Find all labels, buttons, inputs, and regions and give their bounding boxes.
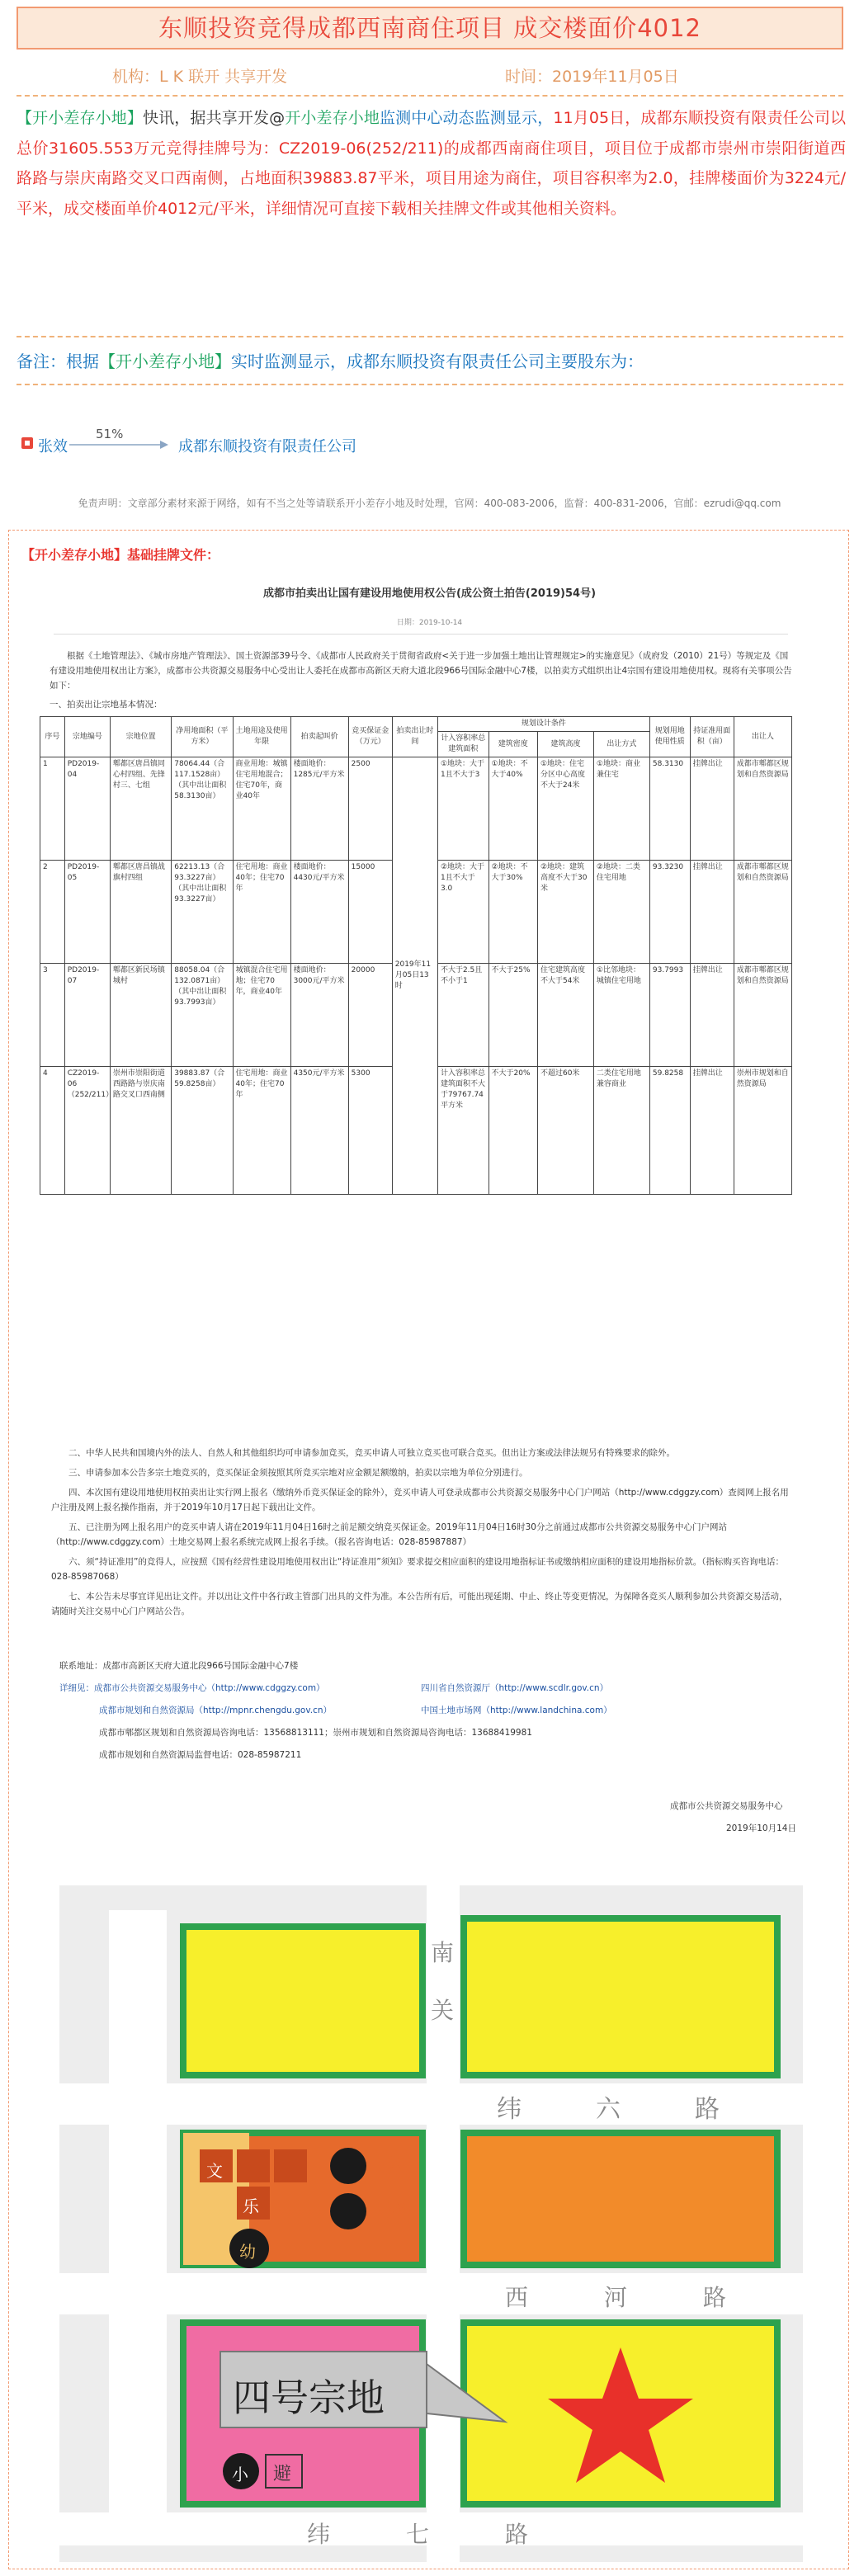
article-time: 时间：2019年11月05日	[505, 68, 679, 86]
road-label: 关	[431, 1997, 455, 2024]
lead-body: 11月05日，成都东顺投资有限责任公司以总价31605.553万元竞得挂牌号为：CZ2019-06(252/211)的成都西南商住项目，项目位于成都市崇州市崇阳街道西路路与崇庆南路交叉口西南侧，占地面积39883.87平米，项目用途为商住，项目容积率为2.0，挂牌楼面价为3224元/平米，成交楼面单价4012元/平米，详细情况可直接下载相关挂牌文件或其他相关资料。	[17, 109, 846, 218]
note-prefix: 备注：根据	[17, 351, 99, 371]
table-header: 规划设计条件	[437, 717, 649, 732]
section-heading: 一、拍卖出让宗地基本情况：	[50, 700, 163, 710]
divider	[17, 384, 843, 385]
table-cell: 挂牌出让	[690, 964, 734, 1067]
lead-source: 【开小差存小地】	[17, 109, 144, 127]
table-subheader: 建筑密度	[488, 732, 537, 757]
lead-intro: 快讯，据共享开发@	[143, 109, 286, 127]
table-cell: 住宅用地：商业40年；住宅70年	[233, 1067, 290, 1195]
shelter-icon: 避	[386, 2200, 406, 2223]
table-cell: 二类住宅用地兼容商业	[593, 1067, 649, 1195]
article-title-bar	[17, 7, 843, 50]
table-cell: 住宅建筑高度不大于54米	[537, 964, 593, 1067]
table-cell: 1	[40, 757, 65, 861]
table-cell: 不大于25%	[488, 964, 537, 1067]
divider	[17, 336, 843, 337]
table-cell: 楼面地价：3000元/平方米	[290, 964, 348, 1067]
contact-phones: 成都市郫都区规划和自然资源局咨询电话：13568813111；崇州市规划和自然资源局咨询电话：13688419981	[99, 1728, 532, 1738]
link-cdggzy[interactable]: 详细见：成都市公共资源交易服务中心（http://www.cdggzy.com）	[59, 1683, 325, 1693]
table-cell: 2500	[348, 757, 392, 861]
road-label: 河	[604, 2284, 628, 2311]
table-cell: 不大于20%	[488, 1067, 537, 1195]
table-subheader: 计入容积率总建筑面积	[437, 732, 488, 757]
table-cell: CZ2019-06（252/211）	[64, 1067, 110, 1195]
table-cell: ②地块：建筑高度不大于30米	[537, 861, 593, 964]
notice-item: 七、本公告未尽事宜详见出让文件。并以出让文件中各行政主管部门出具的文件为准。本公告所有后，可能出现延期、中止、终止等变更情况，为保障各竞买人顺利参加公共资源交易活动，请随时关注交易中心门户网站公告。	[51, 1592, 788, 1616]
table-cell: 15000	[348, 861, 392, 964]
table-cell: 挂牌出让	[690, 1067, 734, 1195]
table-cell: 93.3230	[649, 861, 690, 964]
table-header: 拍卖出让时间	[392, 717, 437, 757]
table-cell: ①地块：大于1且不大于3	[437, 757, 488, 861]
table-cell: 93.7993	[649, 964, 690, 1067]
table-header: 宗地位置	[110, 717, 171, 757]
notice-date: 日期：2019-10-14	[396, 619, 463, 627]
table-cell: 不超过60米	[537, 1067, 593, 1195]
disclaimer: 免责声明：文章部分素材来源于网络，如有不当之处等请联系开小差存小地及时处理，官网：400-083-2006，监督：400-831-2006，官邮：ezrudi@qq.com	[78, 498, 781, 509]
table-cell: 2019年11月05日13时	[392, 757, 437, 1195]
contact-address: 联系地址：成都市高新区天府大道北段966号国际金融中心7楼	[59, 1661, 299, 1671]
lead-monitor: 监测中心动态监测显示，	[380, 109, 554, 127]
road-label: 纬	[497, 2095, 522, 2124]
table-header: 宗地编号	[64, 717, 110, 757]
note-suffix: 实时监测显示，成都东顺投资有限责任公司主要股东为：	[231, 351, 644, 371]
note-paragraph	[17, 348, 846, 372]
notice-item: 五、已注册为网上报名用户的竞买申请人请在2019年11月04日16时之前足额交纳竞买保证金。2019年11月04日16时30分之前通过成都市公共资源交易服务中心门户网站（http://www.cdggzy.com）土地交易网上报名系统完成网上报名手续。（报名咨询电话：028-85987887）	[51, 1522, 727, 1547]
table-header: 出让人	[734, 717, 791, 757]
road-label: 南	[431, 1939, 455, 1966]
road-label: 西	[505, 2284, 529, 2311]
table-cell: 成都市郫都区规划和自然资源局	[734, 757, 791, 861]
table-cell: ①地块：住宅分区中心高度不大于24米	[537, 757, 593, 861]
table-header: 规划用地使用性质	[649, 717, 690, 757]
table-header: 持证准用面积（亩）	[690, 717, 734, 757]
table-header: 拍卖起叫价	[290, 717, 348, 757]
table-header: 竞买保证金（万元）	[348, 717, 392, 757]
table-subheader: 建筑高度	[537, 732, 593, 757]
table-cell: 2	[40, 861, 65, 964]
table-cell: PD2019-05	[64, 861, 110, 964]
table-cell: 62213.13（合93.3227亩）（其中出让面积93.3227亩）	[172, 861, 233, 964]
table-cell: 88058.04（合132.0871亩）（其中出让面积93.7993亩）	[172, 964, 233, 1067]
site-map	[59, 1885, 803, 2562]
table-subheader: 出让方式	[593, 732, 649, 757]
table-cell: 78064.44（合117.1528亩）（其中出让面积58.3130亩）	[172, 757, 233, 861]
shareholder-diagram	[21, 429, 434, 459]
table-cell: 郫都区唐昌镇战旗村四组	[110, 861, 171, 964]
notice-intro: 根据《土地管理法》、《城市房地产管理法》、国土资源部39号令、《成都市人民政府关于贯彻省政府<关于进一步加强土地出让管理规定>的实施意见》（成府发（2010）21号）等规定及《国有建设用地使用权出让方案》，成都市公共资源交易服务中心受出让人委托在成都市高新区天府大道北段966号国际金融中心7楼，以拍卖方式组织出让4宗国有建设用地使用权。现将有关事项公告如下：	[50, 651, 792, 691]
table-cell: 成都市郫都区规划和自然资源局	[734, 861, 791, 964]
notice-item: 二、中华人民共和国境内外的法人、自然人和其他组织均可申请参加竞买，竞买申请人可独立竞买也可联合竞买。但出让方案或法律法规另有特殊要求的除外。	[68, 1448, 675, 1458]
article-title: 东顺投资竞得成都西南商住项目 成交楼面价4012	[158, 14, 702, 42]
note-brand: 【开小差存小地】	[99, 351, 231, 371]
notice-item: 六、须“持证准用”的竞得人，应按照《国有经营性建设用地使用权出让“持证准用”须知》要求提交相应面积的建设用地指标证书或缴纳相应面积的建设用地指标价款。（指标购买咨询电话：028-85987068）	[51, 1557, 785, 1582]
table-cell: 成都市郫都区规划和自然资源局	[734, 964, 791, 1067]
divider	[17, 95, 843, 97]
school-icon: 文	[206, 2161, 223, 2181]
company-name[interactable]: 成都东顺投资有限责任公司	[178, 438, 356, 455]
sign-date: 2019年10月14日	[726, 1823, 796, 1833]
table-cell: 郫都区唐昌镇同心村四组、先锋村三、七组	[110, 757, 171, 861]
leisure-icon: 乐	[243, 2196, 259, 2216]
table-cell: PD2019-04	[64, 757, 110, 861]
link-scdlr[interactable]: 四川省自然资源厅（http://www.scdlr.gov.cn）	[421, 1683, 609, 1693]
share-percent: 51%	[96, 427, 124, 441]
notice-item: 四、本次国有建设用地使用权拍卖出让实行网上报名（缴纳外币竞买保证金的除外），竞买申请人可登录成都市公共资源交易服务中心门户网站（http://www.cdggzy.com）查阅网上报名用户注册及网上报名操作指南，并于2019年10月17日起下载出让文件。	[51, 1488, 789, 1512]
table-cell: 挂牌出让	[690, 861, 734, 964]
divider	[54, 634, 788, 635]
table-row	[40, 757, 792, 861]
table-cell: ②地块：大于1且不大于3.0	[437, 861, 488, 964]
site-map-graphic	[59, 1885, 803, 2562]
table-cell: ②地块：不大于30%	[488, 861, 537, 964]
table-cell: 楼面地价：1285元/平方米	[290, 757, 348, 861]
link-mpnr[interactable]: 成都市规划和自然资源局（http://mpnr.chengdu.gov.cn）	[99, 1706, 333, 1715]
table-cell: ①比邻地块：城镇住宅用地	[593, 964, 649, 1067]
table-cell: 挂牌出让	[690, 757, 734, 861]
table-header: 净用地面积（平方米）	[172, 717, 233, 757]
table-cell: 不大于2.5且不小于1	[437, 964, 488, 1067]
lot-table	[40, 716, 792, 1195]
lead-brand[interactable]: 开小差存小地	[285, 109, 380, 127]
table-cell: 58.3130	[649, 757, 690, 861]
table-cell: 5300	[348, 1067, 392, 1195]
notice-item: 三、申请参加本公告多宗土地竞买的，竞买保证金须按照其所竞买宗地对应金额足额缴纳，拍卖以宗地为单位分别进行。	[68, 1468, 528, 1478]
road-label: 路	[703, 2284, 727, 2311]
table-header-row	[40, 717, 792, 732]
table-cell: PD2019-07	[64, 964, 110, 1067]
table-cell: 59.8258	[649, 1067, 690, 1195]
table-cell: 城镇混合住宅用地；住宅70年，商业40年	[233, 964, 290, 1067]
road-label: 七	[406, 2521, 430, 2548]
road-label: 路	[695, 2095, 720, 2124]
signer: 成都市公共资源交易服务中心	[670, 1801, 783, 1811]
link-landchina[interactable]: 中国土地市场网（http://www.landchina.com）	[421, 1706, 612, 1715]
notice-title: 成都市拍卖出让国有建设用地使用权公告(成公资土拍告(2019)54号)	[262, 587, 597, 600]
lot-label: 四号宗地	[233, 2375, 385, 2420]
road-label: 六	[596, 2095, 621, 2124]
supervise-phone: 成都市规划和自然资源局监督电话：028-85987211	[99, 1750, 302, 1760]
table-cell: 20000	[348, 964, 392, 1067]
table-cell: 楼面地价：4430元/平方米	[290, 861, 348, 964]
table-cell: ②地块：二类住宅用地	[593, 861, 649, 964]
table-cell: ①地块：不大于40%	[488, 757, 537, 861]
table-cell: 39883.87（合59.8258亩）	[172, 1067, 233, 1195]
table-header: 序号	[40, 717, 65, 757]
primary-school-icon: 小	[232, 2465, 248, 2484]
notice-items	[51, 1446, 794, 1624]
elderly-care-icon: 养	[386, 2154, 406, 2177]
document-heading: 【开小差存小地】基础挂牌文件：	[21, 547, 220, 563]
table-cell: 3	[40, 964, 65, 1067]
article-org: 机构：L K 联开 共享开发	[112, 68, 288, 86]
table-cell: 崇州市规划和自然资源局	[734, 1067, 791, 1195]
shareholder-name[interactable]: 张效	[38, 438, 68, 455]
table-cell: 郫都区新民场镇城村	[110, 964, 171, 1067]
lead-paragraph	[17, 103, 846, 224]
table-cell: 4	[40, 1067, 65, 1195]
road-label: 纬	[307, 2521, 331, 2548]
table-cell: 住宅用地：商业40年；住宅70年	[233, 861, 290, 964]
table-cell: 4350元/平方米	[290, 1067, 348, 1195]
shelter-icon: 避	[273, 2464, 292, 2484]
kindergarten-icon: 幼	[239, 2242, 256, 2262]
table-cell: 计入容积率总建筑面积不大于79767.74平方米	[437, 1067, 488, 1195]
table-cell: 商业用地：城镇住宅用地混合；住宅70年，商业40年	[233, 757, 290, 861]
table-cell: 崇州市崇阳街道西路路与崇庆南路交叉口西南侧	[110, 1067, 171, 1195]
road-label: 路	[505, 2521, 529, 2548]
table-cell: ①地块：商业兼住宅	[593, 757, 649, 861]
table-header: 土地用途及使用年限	[233, 717, 290, 757]
